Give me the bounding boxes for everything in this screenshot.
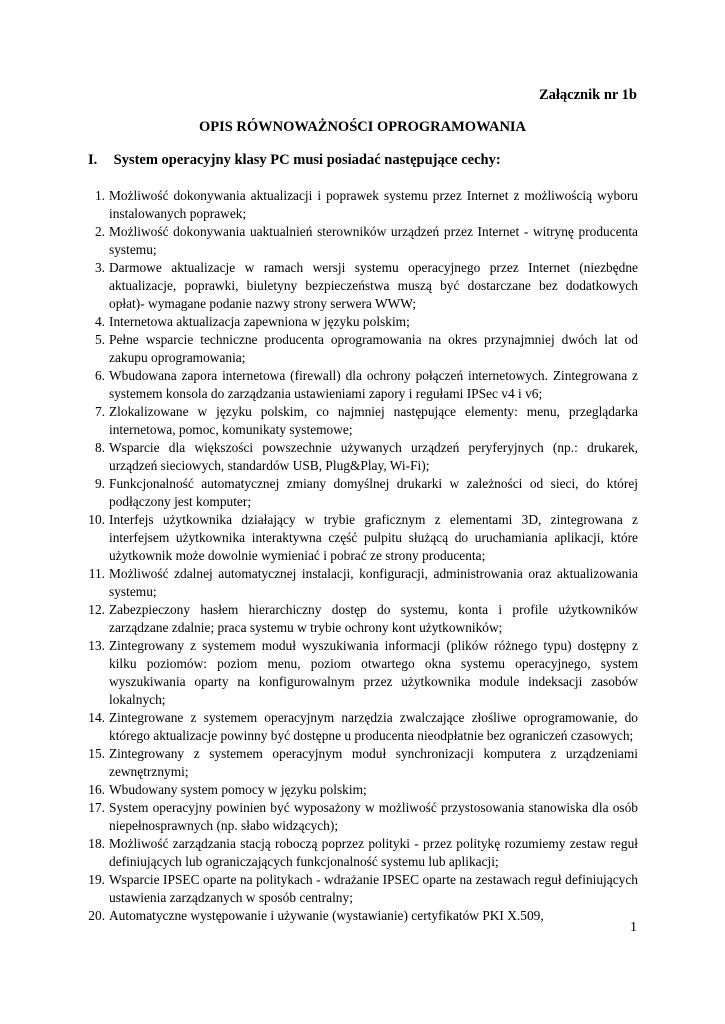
list-item-number: 14.	[88, 710, 105, 725]
list-item-number: 1.	[94, 188, 105, 203]
section-heading	[88, 152, 501, 169]
list-item-number: 7.	[94, 404, 105, 419]
list-item	[80, 709, 638, 745]
list-item	[80, 781, 638, 799]
list-item	[80, 475, 638, 511]
list-item-number: 2.	[94, 224, 105, 239]
list-item-text: Zintegrowany z systemem moduł wyszukiwania informacji (plików różnego typu) dostępny z kilku poziomów: poziom menu, poziom otwartego okna systemu operacyjnego, system wyszukiwania oparty na konfigurowalnym przez użytkownika module indeksacji zasobów lokalnych;	[109, 638, 638, 707]
section-number: I.	[88, 152, 98, 168]
list-item	[80, 835, 638, 871]
list-item	[80, 439, 638, 475]
list-item	[80, 871, 638, 907]
list-item-text: Funkcjonalność automatycznej zmiany domyślnej drukarki w zależności od sieci, do której podłączony jest komputer;	[109, 476, 638, 509]
document-title: OPIS RÓWNOWAŻNOŚCI OPROGRAMOWANIA	[198, 119, 527, 135]
page-number: 1	[630, 920, 637, 935]
list-item-text: Zintegrowany z systemem operacyjnym moduł synchronizacji komputera z urządzeniami zewnętrznymi;	[109, 746, 638, 779]
list-item-number: 19.	[88, 872, 105, 887]
list-item-number: 4.	[94, 314, 105, 329]
list-item	[80, 637, 638, 709]
list-item	[80, 565, 638, 601]
list-item-number: 3.	[94, 260, 105, 275]
list-item-text: Wsparcie IPSEC oparte na politykach - wdrażanie IPSEC oparte na zestawach reguł definiujących ustawienia zarządzanych w sposób centralny;	[109, 872, 638, 905]
list-item-number: 6.	[94, 368, 105, 383]
list-item-number: 13.	[88, 638, 105, 653]
list-item-text: Możliwość dokonywania uaktualnień sterowników urządzeń przez Internet - witrynę producenta systemu;	[109, 224, 638, 257]
annex-label: Załącznik nr 1b	[538, 87, 637, 103]
list-item-text: Możliwość dokonywania aktualizacji i poprawek systemu przez Internet z możliwością wyboru instalowanych poprawek;	[109, 188, 638, 221]
list-item-text: Zintegrowane z systemem operacyjnym narzędzia zwalczające złośliwe oprogramowanie, do którego aktualizacje powinny być dostępne u producenta nieodpłatnie bez ograniczeń czasowych;	[109, 710, 638, 743]
list-item-text: Interfejs użytkownika działający w trybie graficznym z elementami 3D, zintegrowana z interfejsem użytkownika interaktywna część pulpitu służącą do uruchamiania aplikacji, które użytkownik może dowolnie wymieniać i pobrać ze strony producenta;	[109, 512, 638, 563]
list-item	[80, 259, 638, 313]
list-item-number: 8.	[94, 440, 105, 455]
list-item-text: Internetowa aktualizacja zapewniona w języku polskim;	[109, 314, 410, 329]
list-item-text: Darmowe aktualizacje w ramach wersji systemu operacyjnego przez Internet (niezbędne aktualizacje, poprawki, biuletyny bezpieczeństwa muszą być dostarczane bez dodatkowych opłat)- wymagane podanie nazwy strony serwera WWW;	[109, 260, 638, 311]
list-item	[80, 331, 638, 367]
list-item	[80, 187, 638, 223]
list-item	[80, 799, 638, 835]
section-title: System operacyjny klasy PC musi posiadać następujące cechy:	[113, 152, 501, 168]
list-item-text: Możliwość zdalnej automatycznej instalacji, konfiguracji, administrowania oraz aktualizowania systemu;	[109, 566, 638, 599]
list-item	[80, 601, 638, 637]
list-item-number: 20.	[88, 908, 105, 923]
list-item	[80, 511, 638, 565]
list-item-number: 5.	[94, 332, 105, 347]
list-item-number: 16.	[88, 782, 105, 797]
list-item	[80, 403, 638, 439]
requirements-list	[80, 187, 638, 925]
list-item-text: Zabezpieczony hasłem hierarchiczny dostęp do systemu, konta i profile użytkowników zarządzane zdalnie; praca systemu w trybie ochrony kont użytkowników;	[109, 602, 638, 635]
list-item	[80, 223, 638, 259]
list-item	[80, 907, 638, 925]
list-item-number: 10.	[88, 512, 105, 527]
list-item-text: Wsparcie dla większości powszechnie używanych urządzeń peryferyjnych (np.: drukarek, urządzeń sieciowych, standardów USB, Plug&Play, Wi-Fi);	[109, 440, 638, 473]
list-item-text: System operacyjny powinien być wyposażony w możliwość przystosowania stanowiska dla osób niepełnosprawnych (np. słabo widzących);	[109, 800, 638, 833]
list-item-text: Wbudowany system pomocy w języku polskim;	[109, 782, 367, 797]
list-item-number: 11.	[88, 566, 105, 581]
list-item-number: 12.	[88, 602, 105, 617]
list-item-text: Pełne wsparcie techniczne producenta oprogramowania na okres przynajmniej dwóch lat od zakupu oprogramowania;	[109, 332, 638, 365]
list-item-number: 9.	[94, 476, 105, 491]
list-item-number: 18.	[88, 836, 105, 851]
list-item-number: 17.	[88, 800, 105, 815]
list-item-text: Automatyczne występowanie i używanie (wystawianie) certyfikatów PKI X.509,	[109, 908, 544, 923]
list-item-text: Możliwość zarządzania stacją roboczą poprzez polityki - przez politykę rozumiemy zestaw reguł definiujących lub ograniczających funkcjonalność systemu lub aplikacji;	[109, 836, 638, 869]
list-item-text: Zlokalizowane w języku polskim, co najmniej następujące elementy: menu, przeglądarka internetowa, pomoc, komunikaty systemowe;	[109, 404, 638, 437]
list-item	[80, 367, 638, 403]
list-item-text: Wbudowana zapora internetowa (firewall) dla ochrony połączeń internetowych. Zintegrowana z systemem konsola do zarządzania ustawieniami zapory i regułami IPSec v4 i v6;	[109, 368, 638, 401]
list-item	[80, 745, 638, 781]
list-item	[80, 313, 638, 331]
list-item-number: 15.	[88, 746, 105, 761]
